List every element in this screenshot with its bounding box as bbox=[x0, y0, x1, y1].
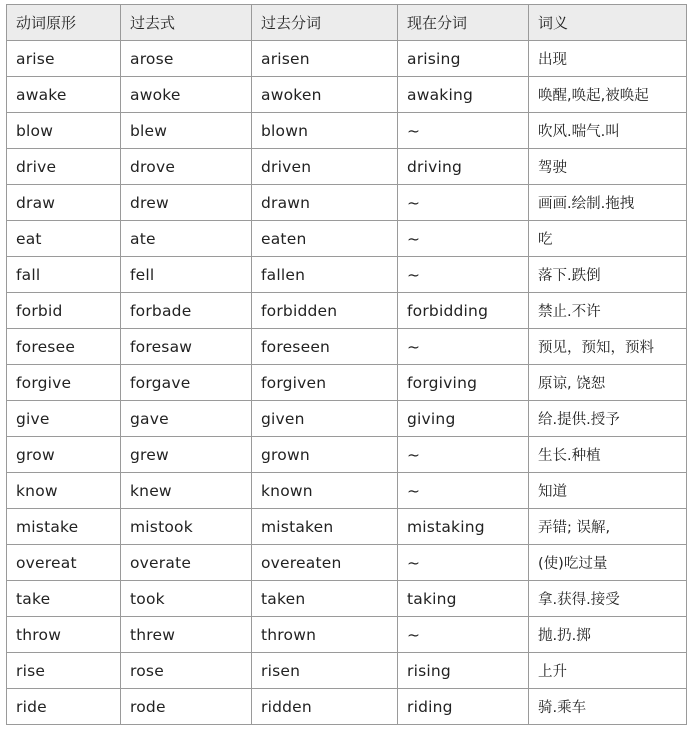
cell-past-participle: overeaten bbox=[252, 545, 398, 581]
cell-present-participle: forbidding bbox=[398, 293, 529, 329]
cell-past-tense: grew bbox=[121, 437, 252, 473]
cell-meaning: 弄错; 误解, bbox=[529, 509, 687, 545]
cell-base-form: rise bbox=[7, 653, 121, 689]
cell-past-tense: forbade bbox=[121, 293, 252, 329]
table-row bbox=[7, 185, 687, 221]
cell-meaning: 吹风.喘气.叫 bbox=[529, 113, 687, 149]
cell-base-form: eat bbox=[7, 221, 121, 257]
cell-past-participle: taken bbox=[252, 581, 398, 617]
cell-past-tense: arose bbox=[121, 41, 252, 77]
table-row bbox=[7, 257, 687, 293]
cell-past-tense: foresaw bbox=[121, 329, 252, 365]
cell-meaning: 给.提供.授予 bbox=[529, 401, 687, 437]
table-row bbox=[7, 41, 687, 77]
cell-past-tense: ate bbox=[121, 221, 252, 257]
table-row bbox=[7, 293, 687, 329]
cell-present-participle: ~ bbox=[398, 437, 529, 473]
cell-base-form: know bbox=[7, 473, 121, 509]
cell-base-form: overeat bbox=[7, 545, 121, 581]
cell-past-participle: drawn bbox=[252, 185, 398, 221]
cell-meaning: 出现 bbox=[529, 41, 687, 77]
cell-base-form: forbid bbox=[7, 293, 121, 329]
cell-past-participle: given bbox=[252, 401, 398, 437]
table-row bbox=[7, 437, 687, 473]
cell-past-tense: fell bbox=[121, 257, 252, 293]
cell-meaning: 预见，预知，预料 bbox=[529, 329, 687, 365]
cell-base-form: grow bbox=[7, 437, 121, 473]
cell-past-participle: blown bbox=[252, 113, 398, 149]
cell-past-tense: drove bbox=[121, 149, 252, 185]
cell-past-tense: overate bbox=[121, 545, 252, 581]
cell-past-tense: knew bbox=[121, 473, 252, 509]
cell-present-participle: ~ bbox=[398, 257, 529, 293]
cell-meaning: 知道 bbox=[529, 473, 687, 509]
header-present-participle: 现在分词 bbox=[398, 5, 529, 41]
cell-meaning: 落下.跌倒 bbox=[529, 257, 687, 293]
table-row bbox=[7, 221, 687, 257]
cell-base-form: give bbox=[7, 401, 121, 437]
cell-base-form: drive bbox=[7, 149, 121, 185]
cell-present-participle: arising bbox=[398, 41, 529, 77]
cell-meaning: 驾驶 bbox=[529, 149, 687, 185]
table-row bbox=[7, 653, 687, 689]
table-row bbox=[7, 689, 687, 725]
cell-past-tense: gave bbox=[121, 401, 252, 437]
cell-present-participle: ~ bbox=[398, 617, 529, 653]
cell-present-participle: riding bbox=[398, 689, 529, 725]
cell-past-participle: arisen bbox=[252, 41, 398, 77]
cell-meaning: 禁止.不许 bbox=[529, 293, 687, 329]
cell-past-tense: awoke bbox=[121, 77, 252, 113]
header-past-tense: 过去式 bbox=[121, 5, 252, 41]
cell-present-participle: forgiving bbox=[398, 365, 529, 401]
cell-past-tense: threw bbox=[121, 617, 252, 653]
cell-meaning: 上升 bbox=[529, 653, 687, 689]
cell-past-tense: forgave bbox=[121, 365, 252, 401]
cell-present-participle: ~ bbox=[398, 221, 529, 257]
cell-meaning: 骑.乘车 bbox=[529, 689, 687, 725]
cell-past-participle: awoken bbox=[252, 77, 398, 113]
cell-present-participle: ~ bbox=[398, 185, 529, 221]
cell-meaning: 拿.获得.接受 bbox=[529, 581, 687, 617]
cell-present-participle: awaking bbox=[398, 77, 529, 113]
cell-past-participle: foreseen bbox=[252, 329, 398, 365]
cell-past-participle: known bbox=[252, 473, 398, 509]
cell-meaning: 画画.绘制.拖拽 bbox=[529, 185, 687, 221]
cell-present-participle: mistaking bbox=[398, 509, 529, 545]
cell-past-tense: mistook bbox=[121, 509, 252, 545]
cell-past-tense: took bbox=[121, 581, 252, 617]
cell-past-participle: forbidden bbox=[252, 293, 398, 329]
cell-past-participle: forgiven bbox=[252, 365, 398, 401]
table-row bbox=[7, 617, 687, 653]
table-row bbox=[7, 329, 687, 365]
cell-meaning: 原谅, 饶恕 bbox=[529, 365, 687, 401]
cell-past-participle: risen bbox=[252, 653, 398, 689]
table-row bbox=[7, 581, 687, 617]
cell-present-participle: ~ bbox=[398, 545, 529, 581]
cell-base-form: throw bbox=[7, 617, 121, 653]
table-body bbox=[7, 41, 687, 725]
cell-meaning: 生长.种植 bbox=[529, 437, 687, 473]
cell-past-participle: mistaken bbox=[252, 509, 398, 545]
table-row bbox=[7, 113, 687, 149]
cell-meaning: 唤醒,唤起,被唤起 bbox=[529, 77, 687, 113]
cell-present-participle: giving bbox=[398, 401, 529, 437]
table-row bbox=[7, 149, 687, 185]
cell-base-form: mistake bbox=[7, 509, 121, 545]
cell-past-participle: grown bbox=[252, 437, 398, 473]
table-row bbox=[7, 473, 687, 509]
cell-base-form: awake bbox=[7, 77, 121, 113]
cell-base-form: draw bbox=[7, 185, 121, 221]
cell-past-tense: drew bbox=[121, 185, 252, 221]
table-row bbox=[7, 545, 687, 581]
cell-past-participle: thrown bbox=[252, 617, 398, 653]
table-row bbox=[7, 365, 687, 401]
header-base-form: 动词原形 bbox=[7, 5, 121, 41]
cell-base-form: blow bbox=[7, 113, 121, 149]
cell-present-participle: ~ bbox=[398, 113, 529, 149]
cell-base-form: ride bbox=[7, 689, 121, 725]
header-meaning: 词义 bbox=[529, 5, 687, 41]
cell-present-participle: driving bbox=[398, 149, 529, 185]
table-row bbox=[7, 401, 687, 437]
cell-base-form: fall bbox=[7, 257, 121, 293]
cell-present-participle: rising bbox=[398, 653, 529, 689]
cell-base-form: foresee bbox=[7, 329, 121, 365]
cell-past-participle: driven bbox=[252, 149, 398, 185]
cell-past-participle: fallen bbox=[252, 257, 398, 293]
cell-past-tense: rode bbox=[121, 689, 252, 725]
verb-table-container bbox=[6, 4, 686, 725]
table-row bbox=[7, 77, 687, 113]
cell-past-participle: ridden bbox=[252, 689, 398, 725]
cell-base-form: arise bbox=[7, 41, 121, 77]
cell-meaning: (使)吃过量 bbox=[529, 545, 687, 581]
cell-past-participle: eaten bbox=[252, 221, 398, 257]
cell-meaning: 抛.扔.掷 bbox=[529, 617, 687, 653]
cell-base-form: forgive bbox=[7, 365, 121, 401]
cell-past-tense: rose bbox=[121, 653, 252, 689]
cell-present-participle: ~ bbox=[398, 329, 529, 365]
header-past-participle: 过去分词 bbox=[252, 5, 398, 41]
cell-present-participle: taking bbox=[398, 581, 529, 617]
cell-meaning: 吃 bbox=[529, 221, 687, 257]
cell-base-form: take bbox=[7, 581, 121, 617]
table-row bbox=[7, 509, 687, 545]
irregular-verb-table bbox=[6, 4, 687, 725]
cell-present-participle: ~ bbox=[398, 473, 529, 509]
table-header-row bbox=[7, 5, 687, 41]
cell-past-tense: blew bbox=[121, 113, 252, 149]
